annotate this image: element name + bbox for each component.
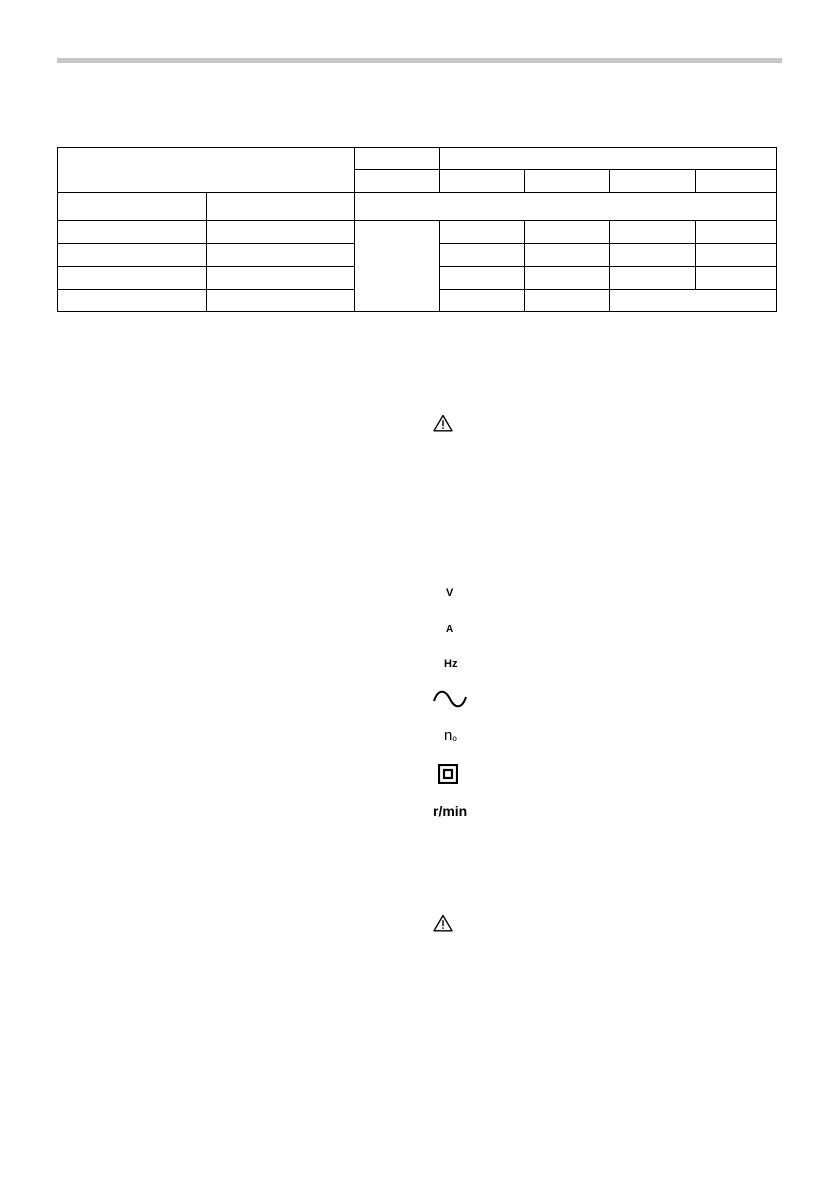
table-cell <box>610 290 777 312</box>
table-cell <box>355 148 440 170</box>
specifications-table <box>57 147 777 312</box>
table-cell <box>440 290 525 312</box>
no-load-speed-letter: n <box>444 727 453 744</box>
class-ii-construction-icon <box>438 764 458 784</box>
table-cell <box>440 148 777 170</box>
table-cell <box>610 170 696 193</box>
table-cell <box>440 170 525 193</box>
table-cell <box>696 267 777 290</box>
table-cell <box>525 170 610 193</box>
table-cell <box>207 267 355 290</box>
header-rule <box>57 58 782 63</box>
table-cell <box>525 221 610 244</box>
table-row <box>58 193 777 221</box>
table-cell <box>207 193 355 221</box>
table-cell <box>58 193 207 221</box>
hertz-symbol: Hz <box>444 658 458 670</box>
revolutions-per-minute-symbol: r/min <box>433 803 468 819</box>
table-cell <box>355 221 440 312</box>
table-cell <box>58 221 207 244</box>
table-cell <box>610 267 696 290</box>
amperes-symbol: A <box>446 624 454 635</box>
table-row <box>58 221 777 244</box>
table-cell <box>525 244 610 267</box>
volts-symbol: V <box>446 587 454 599</box>
table-cell <box>525 290 610 312</box>
table-cell <box>207 290 355 312</box>
table-cell <box>58 267 207 290</box>
table-cell <box>610 244 696 267</box>
table-cell <box>355 170 440 193</box>
table-cell <box>58 148 355 193</box>
table-cell <box>440 267 525 290</box>
table-cell <box>696 170 777 193</box>
table-cell <box>440 244 525 267</box>
warning-icon <box>433 914 453 932</box>
no-load-speed-subscript: o <box>452 734 457 743</box>
table-cell <box>610 221 696 244</box>
warning-icon <box>433 414 453 432</box>
table-cell <box>696 244 777 267</box>
table-row <box>58 148 777 170</box>
table-cell <box>58 290 207 312</box>
table-cell <box>355 193 777 221</box>
table-cell <box>440 221 525 244</box>
table-cell <box>696 221 777 244</box>
table-cell <box>207 221 355 244</box>
table-cell <box>207 244 355 267</box>
no-load-speed-symbol <box>444 727 457 744</box>
alternating-current-icon <box>432 688 468 710</box>
table-cell <box>58 244 207 267</box>
table-cell <box>525 267 610 290</box>
